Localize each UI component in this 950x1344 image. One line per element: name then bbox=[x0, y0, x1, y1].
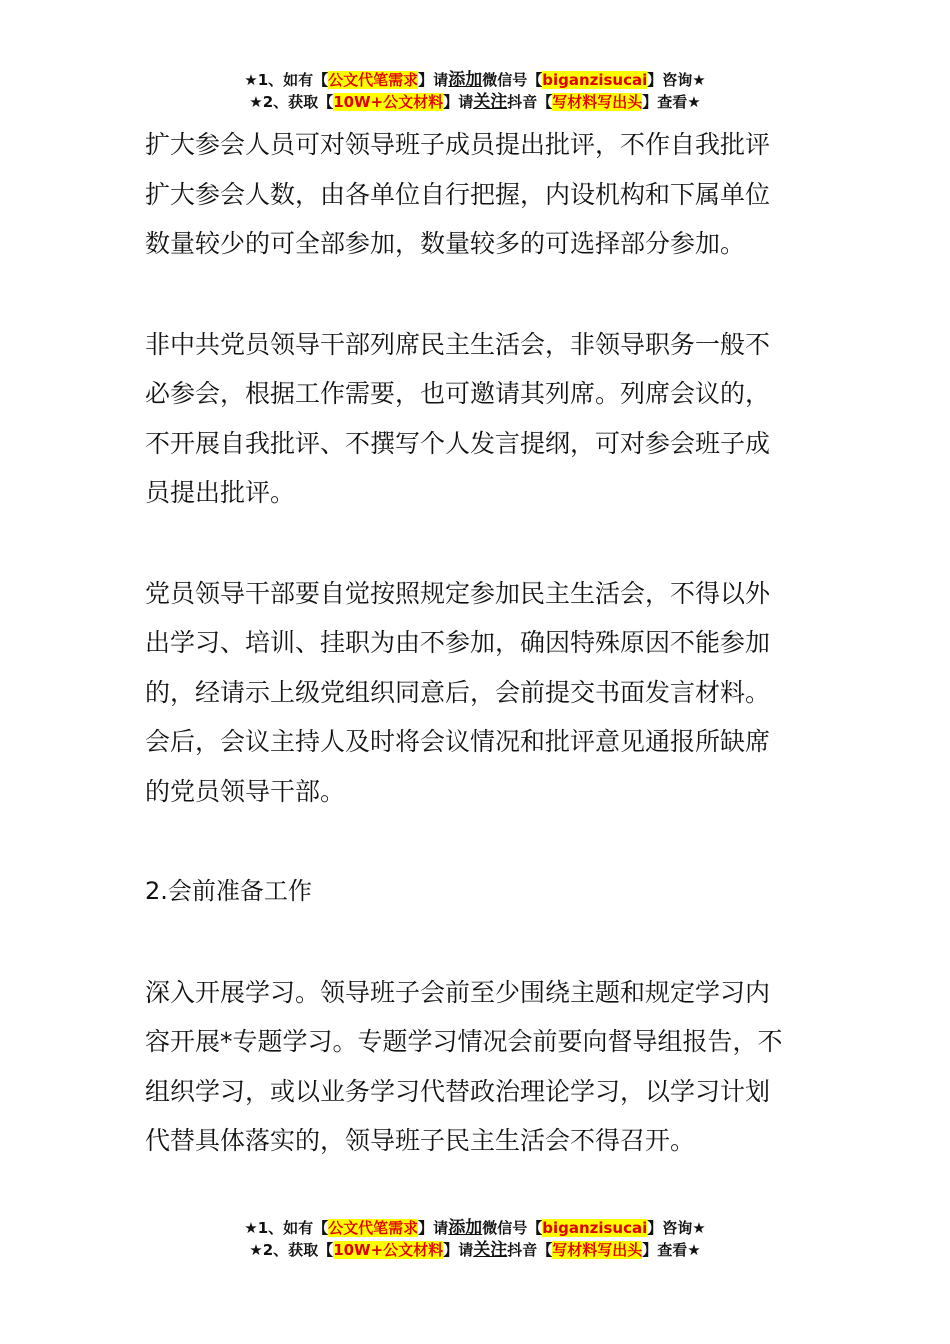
banner-line-1 bbox=[0, 1217, 950, 1239]
banner-text: 】请 bbox=[443, 93, 474, 111]
banner-underline: 关注 bbox=[473, 92, 508, 112]
banner-highlight: 10W+公文材料 bbox=[333, 1241, 444, 1259]
banner-text: ★2、获取【 bbox=[249, 1241, 334, 1259]
text-line: 代替具体落实的，领导班子民主生活会不得召开。 bbox=[145, 1126, 696, 1155]
text-line: 容开展*专题学习。专题学习情况会前要向督导组报告，不 bbox=[145, 1027, 783, 1056]
banner-text: 】请 bbox=[443, 1241, 474, 1259]
text-line: 必参会，根据工作需要，也可邀请其列席。列席会议的， bbox=[145, 379, 771, 408]
banner-line-2 bbox=[0, 91, 950, 113]
banner-text: 】咨询★ bbox=[647, 1219, 706, 1237]
banner-text: 微信号【 bbox=[482, 1219, 543, 1237]
paragraph-gap bbox=[145, 518, 810, 569]
text-line: 会后，会议主持人及时将会议情况和批评意见通报所缺席 bbox=[145, 727, 771, 756]
banner-text: 抖音【 bbox=[507, 1241, 553, 1259]
paragraph-4 bbox=[145, 968, 810, 1166]
banner-underline: 添加 bbox=[448, 1218, 483, 1238]
banner-text: 】咨询★ bbox=[647, 71, 706, 89]
banner-text: ★2、获取【 bbox=[249, 93, 334, 111]
text-line: 组织学习，或以业务学习代替政治理论学习，以学习计划 bbox=[145, 1076, 771, 1106]
text-line: 员提出批评。 bbox=[145, 478, 296, 507]
banner-text: 抖音【 bbox=[507, 93, 553, 111]
text-line: 的党员领导干部。 bbox=[145, 776, 346, 806]
banner-highlight: biganzisucai bbox=[542, 71, 648, 89]
banner-highlight: 公文代笔需求 bbox=[328, 1219, 419, 1237]
banner-text: ★1、如有【 bbox=[244, 1219, 329, 1237]
banner-text: 】请 bbox=[418, 1219, 449, 1237]
banner-text: 】查看★ bbox=[642, 1241, 701, 1259]
text-line: 不开展自我批评、不撰写个人发言提纲，可对参会班子成 bbox=[145, 428, 771, 458]
banner-line-2 bbox=[0, 1239, 950, 1261]
paragraph-gap bbox=[145, 269, 810, 320]
banner-text: ★1、如有【 bbox=[244, 71, 329, 89]
banner-text: 】请 bbox=[418, 71, 449, 89]
banner-text: 微信号【 bbox=[482, 71, 543, 89]
banner-highlight: biganzisucai bbox=[542, 1219, 648, 1237]
text-line: 数量较少的可全部参加，数量较多的可选择部分参加。 bbox=[145, 229, 746, 258]
section-heading: 2.会前准备工作 bbox=[145, 877, 312, 905]
text-line: 深入开展学习。领导班子会前至少围绕主题和规定学习内 bbox=[145, 977, 771, 1007]
banner-highlight: 10W+公文材料 bbox=[333, 93, 444, 111]
text-line: 党员领导干部要自觉按照规定参加民主生活会，不得以外 bbox=[145, 578, 771, 608]
text-line: 出学习、培训、挂职为由不参加，确因特殊原因不能参加 bbox=[145, 628, 771, 657]
footer-banner bbox=[0, 1217, 950, 1261]
banner-underline: 关注 bbox=[473, 1240, 508, 1260]
banner-highlight: 公文代笔需求 bbox=[328, 71, 419, 89]
banner-highlight: 写材料写出头 bbox=[552, 93, 643, 111]
header-banner bbox=[0, 69, 950, 113]
text-line: 扩大参会人数，由各单位自行把握，内设机构和下属单位 bbox=[145, 179, 771, 209]
paragraph-1 bbox=[145, 120, 810, 269]
banner-underline: 添加 bbox=[448, 70, 483, 90]
banner-text: 】查看★ bbox=[642, 93, 701, 111]
paragraph-gap bbox=[145, 917, 810, 968]
banner-line-1 bbox=[0, 69, 950, 91]
text-line: 的，经请示上级党组织同意后，会前提交书面发言材料。 bbox=[145, 677, 771, 707]
document-body bbox=[145, 120, 810, 1166]
text-line: 非中共党员领导干部列席民主生活会，非领导职务一般不 bbox=[145, 329, 771, 359]
paragraph-3 bbox=[145, 569, 810, 817]
paragraph-2 bbox=[145, 320, 810, 518]
text-line: 扩大参会人员可对领导班子成员提出批评，不作自我批评 bbox=[145, 130, 771, 159]
banner-highlight: 写材料写出头 bbox=[552, 1241, 643, 1259]
paragraph-gap bbox=[145, 816, 810, 867]
